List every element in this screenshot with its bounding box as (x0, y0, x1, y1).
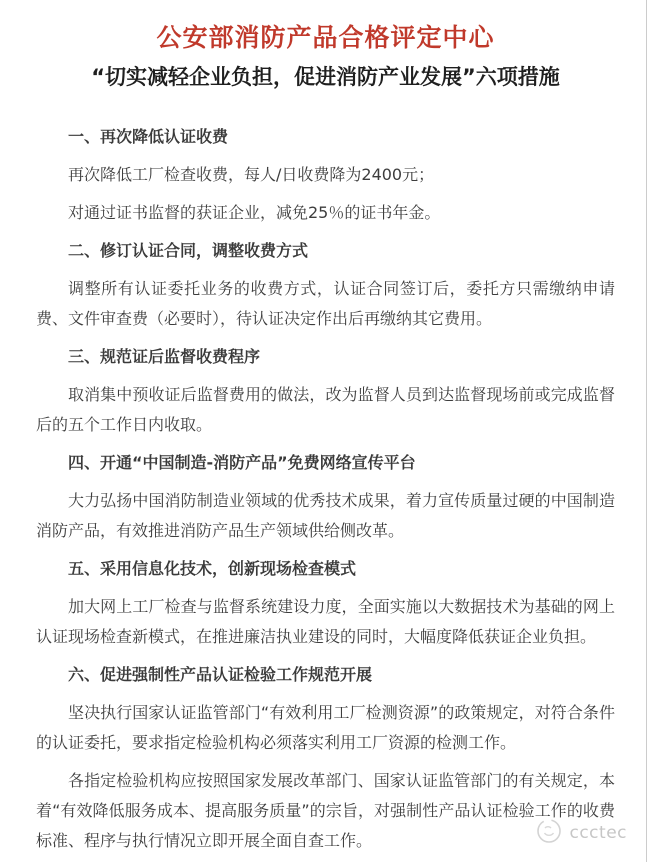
ccctec-logo-icon (536, 818, 562, 848)
section-heading: 六、促进强制性产品认证检验工作规范开展 (68, 665, 373, 684)
section-paragraph: 坚决执行国家认证监管部门“有效利用工厂检测资源”的政策规定，对符合条件的认证委托，要求指定检验机构必须落实利用工厂资源的检测工作。 (36, 703, 615, 752)
section-heading: 三、规范证后监督收费程序 (68, 347, 261, 366)
section-heading: 五、采用信息化技术，创新现场检查模式 (68, 559, 357, 578)
page-subtitle: “切实减轻企业负担，促进消防产业发展”六项措施 (91, 65, 560, 89)
page-right-border (646, 0, 647, 862)
section-paragraph: 取消集中预收证后监督费用的做法，改为监督人员到达监督现场前或完成监督后的五个工作日内收取。 (36, 385, 615, 434)
section-paragraph: 各指定检验机构应按照国家发展改革部门、国家认证监管部门的有关规定，本着“有效降低服务成本、提高服务质量”的宗旨，对强制性产品认证检验工作的收费标准、程序与执行情况立即开展全面自查工作。 (36, 771, 615, 850)
section-heading: 一、再次降低认证收费 (68, 127, 229, 146)
section-paragraph: 加大网上工厂检查与监督系统建设力度，全面实施以大数据技术为基础的网上认证现场检查新模式，在推进廉洁执业建设的同时，大幅度降低获证企业负担。 (36, 597, 615, 646)
watermark-text: ccctec (569, 823, 627, 843)
section-paragraph: 调整所有认证委托业务的收费方式，认证合同签订后，委托方只需缴纳申请费、文件审查费（必要时），待认证决定作出后再缴纳其它费用。 (36, 279, 615, 328)
section-paragraph: 大力弘扬中国消防制造业领域的优秀技术成果，着力宣传质量过硬的中国制造消防产品，有效推进消防产品生产领域供给侧改革。 (36, 491, 615, 540)
section-heading: 四、开通“中国制造-消防产品”免费网络宣传平台 (68, 453, 416, 472)
section-heading: 二、修订认证合同，调整收费方式 (68, 241, 309, 260)
sections-container (36, 122, 615, 856)
watermark (536, 818, 627, 848)
section-paragraph: 对通过证书监督的获证企业，减免25％的证书年金。 (68, 203, 441, 222)
section-paragraph: 再次降低工厂检查收费，每人/日收费降为2400元； (68, 165, 435, 184)
page-title: 公安部消防产品合格评定中心 (156, 23, 495, 52)
